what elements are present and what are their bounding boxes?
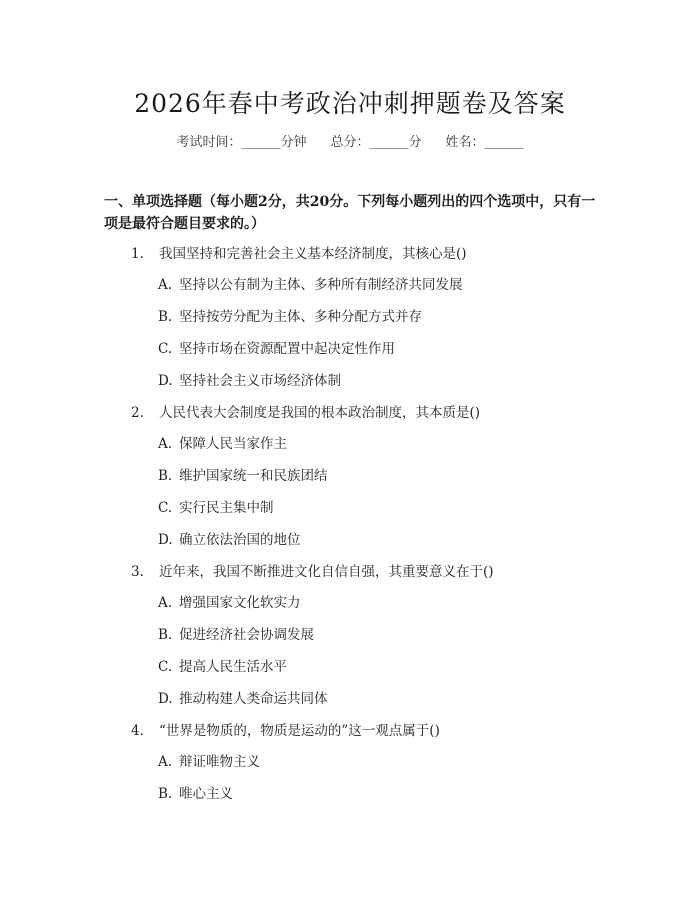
option-letter: B.	[158, 627, 173, 643]
option-letter: A.	[158, 436, 173, 452]
question-4-option-b	[158, 784, 598, 804]
exam-score-field: 总分：______分	[330, 135, 422, 150]
page-title: 2026年春中考政治冲刺押题卷及答案	[134, 89, 566, 118]
option-text: 坚持市场在资源配置中起决定性作用	[179, 341, 395, 357]
option-letter: A.	[158, 595, 173, 611]
option-text: 确立依法治国的地位	[179, 532, 301, 548]
question-1	[131, 244, 591, 264]
question-3-option-b	[158, 625, 598, 645]
question-1-option-a	[158, 275, 598, 295]
question-number: 3.	[131, 564, 144, 580]
option-letter: A.	[158, 277, 173, 293]
question-3	[131, 562, 591, 582]
question-text: 近年来，我国不断推进文化自信自强，其重要意义在于()	[159, 564, 494, 580]
option-letter: C.	[158, 341, 173, 357]
option-text: 提高人民生活水平	[179, 659, 287, 675]
exam-name-field: 姓名：______	[445, 135, 524, 150]
question-3-option-a	[158, 593, 598, 613]
question-text: 我国坚持和完善社会主义基本经济制度，其核心是()	[159, 246, 467, 262]
question-text: 人民代表大会制度是我国的根本政治制度，其本质是()	[159, 405, 481, 421]
option-text: 增强国家文化软实力	[179, 595, 301, 611]
question-number: 2.	[131, 405, 144, 421]
option-text: 实行民主集中制	[179, 500, 274, 516]
option-letter: D.	[158, 691, 173, 707]
option-text: 坚持以公有制为主体、多种所有制经济共同发展	[179, 277, 463, 293]
question-4	[131, 721, 591, 741]
option-text: 坚持社会主义市场经济体制	[179, 373, 341, 389]
option-letter: C.	[158, 500, 173, 516]
question-2-option-c	[158, 498, 598, 518]
exam-meta-line	[0, 131, 700, 150]
option-text: 唯心主义	[179, 786, 233, 802]
option-text: 辩证唯物主义	[179, 754, 260, 770]
question-number: 4.	[131, 723, 144, 739]
question-2-option-d	[158, 530, 598, 550]
option-letter: D.	[158, 532, 173, 548]
option-text: 促进经济社会协调发展	[179, 627, 314, 643]
option-letter: A.	[158, 754, 173, 770]
option-letter: D.	[158, 373, 173, 389]
option-letter: B.	[158, 468, 173, 484]
question-1-option-d	[158, 371, 598, 391]
question-3-option-d	[158, 689, 598, 709]
option-letter: C.	[158, 659, 173, 675]
question-text: “世界是物质的，物质是运动的”这一观点属于()	[159, 723, 440, 739]
question-2-option-a	[158, 434, 598, 454]
question-1-option-c	[158, 339, 598, 359]
option-text: 维护国家统一和民族团结	[179, 468, 328, 484]
option-letter: B.	[158, 309, 173, 325]
option-text: 坚持按劳分配为主体、多种分配方式并存	[179, 309, 422, 325]
question-2	[131, 403, 591, 423]
exam-time-field: 考试时间：______分钟	[176, 135, 307, 150]
option-text: 推动构建人类命运共同体	[179, 691, 328, 707]
question-1-option-b	[158, 307, 598, 327]
question-3-option-c	[158, 657, 598, 677]
question-number: 1.	[131, 246, 144, 262]
option-text: 保障人民当家作主	[179, 436, 287, 452]
question-2-option-b	[158, 466, 598, 486]
section-heading: 一、单项选择题（每小题2分，共20分。下列每小题列出的四个选项中，只有一项是最符合题目要求的。）	[104, 194, 596, 232]
option-letter: B.	[158, 786, 173, 802]
question-4-option-a	[158, 752, 598, 772]
